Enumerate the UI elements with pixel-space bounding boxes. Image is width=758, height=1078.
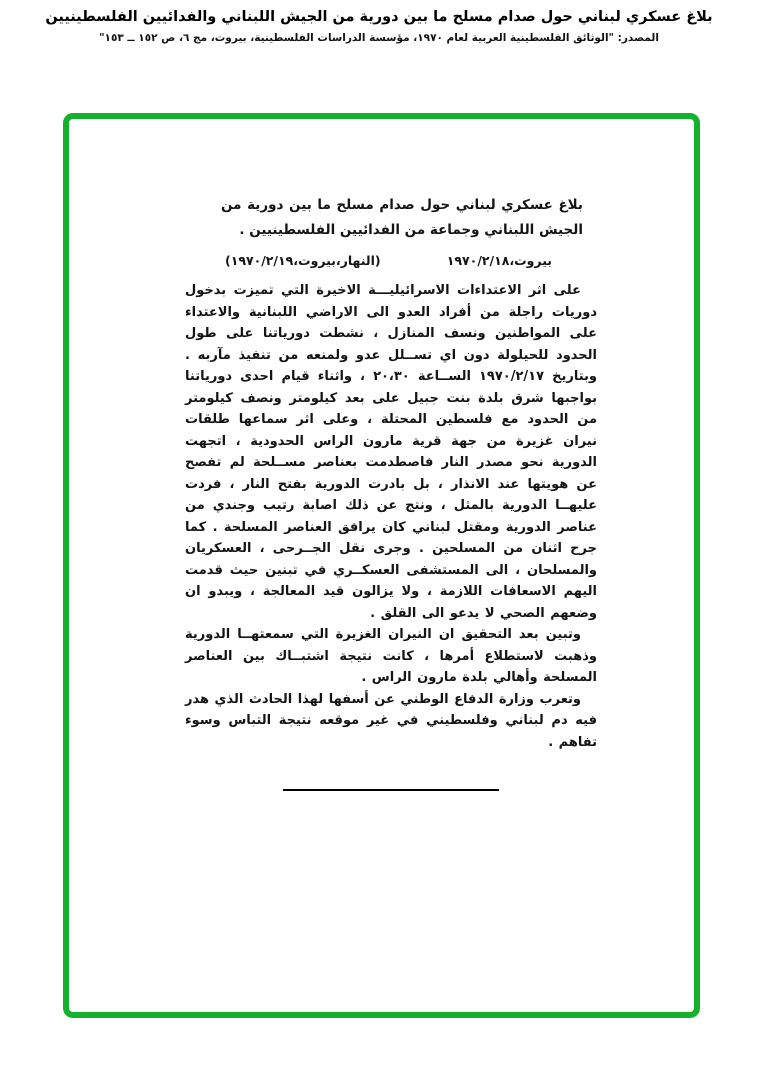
- body-paragraph-1: على اثر الاعتداءات الاسرائيليـــة الاخيرة التي تميزت بدخول دوريات راجلة من أفراد العدو الى الاراضي اللبنانية والاعتداء على المواطنين ونسف المنازل ، نشطت دورياتنا على طول الحدود للحيلولة دون اي تســلل عدو ولمنعه من تنفيذ مآربه . وبتاريخ ١٩٧٠/٢/١٧ الســاعة ٢٠،٣٠ ، واثناء قيام احدى دورياتنا بواجبها شرق بلدة بنت جبيل على بعد كيلومتر ونصف كيلومتر من الحدود مع فلسطين المحتلة ، وعلى اثر سماعها طلقات نيران غزيرة من جهة قرية مارون الراس الحدودية ، اتجهت الدورية نحو مصدر النار فاصطدمت بعناصر مســلحة لم تفصح عن هويتها عند الانذار ، بل بادرت الدورية بفتح النار ، فردت عليهــا الدورية بالمثل ، ونتج عن ذلك اصابة رتيب وجندي من عناصر الدورية ومقتل لبناني كان يرافق العناصر المسلحة . كما جرح اثنان من المسلحين . وجرى نقل الجــرحى ، العسكريان والمسلحان ، الى المستشفى العسكــري في تبنين حيث قدمت اليهم الاسعافات اللازمة ، ولا يزالون قيد المعالجة ، ويبدو ان وضعهم الصحي لا يدعو الى القلق .: [185, 283, 597, 621]
- page-header: [0, 0, 758, 44]
- document-title: [221, 193, 583, 243]
- scanned-document: [185, 193, 597, 791]
- document-body: [185, 280, 597, 753]
- body-paragraph-2: وتبين بعد التحقيق ان النيران الغزيرة التي سمعتهــا الدورية وذهبت لاستطلاع أمرها ، كانت نتيجة اشتبــاك بين العناصر المسلحة وأهالي بلدة مارون الراس .: [185, 627, 597, 685]
- document-frame: [63, 113, 700, 1018]
- document-title-line-2: الجيش اللبناني وجماعة من الفدائيين الفلسطينيين .: [239, 222, 583, 238]
- header-source-citation: المصدر: "الوثائق الفلسطينية العربية لعام ١٩٧٠، مؤسسة الدراسات الفلسطينية، بيروت، مج ٦، ص ١٥٢ ــ ١٥٣": [99, 32, 659, 44]
- body-paragraph-3: وتعرب وزارة الدفاع الوطني عن أسفها لهذا الحادث الذي هدر فيه دم لبناني وفلسطيني في غير موقعه نتيجة التباس وسوء تفاهم .: [185, 691, 597, 750]
- dateline-newspaper-ref: (النهار،بيروت،١٩٧٠/٢/١٩): [225, 253, 381, 268]
- dateline: [185, 253, 597, 268]
- document-title-line-1: بلاغ عسكري لبناني حول صدام مسلح ما بين دورية من: [221, 197, 583, 213]
- closing-rule: [283, 789, 499, 791]
- header-title: بلاغ عسكري لبناني حول صدام مسلح ما بين دورية من الجيش اللبناني والفدائيين الفلسطينيين: [45, 9, 713, 25]
- dateline-place-date: بيروت،١٩٧٠/٢/١٨: [446, 253, 552, 268]
